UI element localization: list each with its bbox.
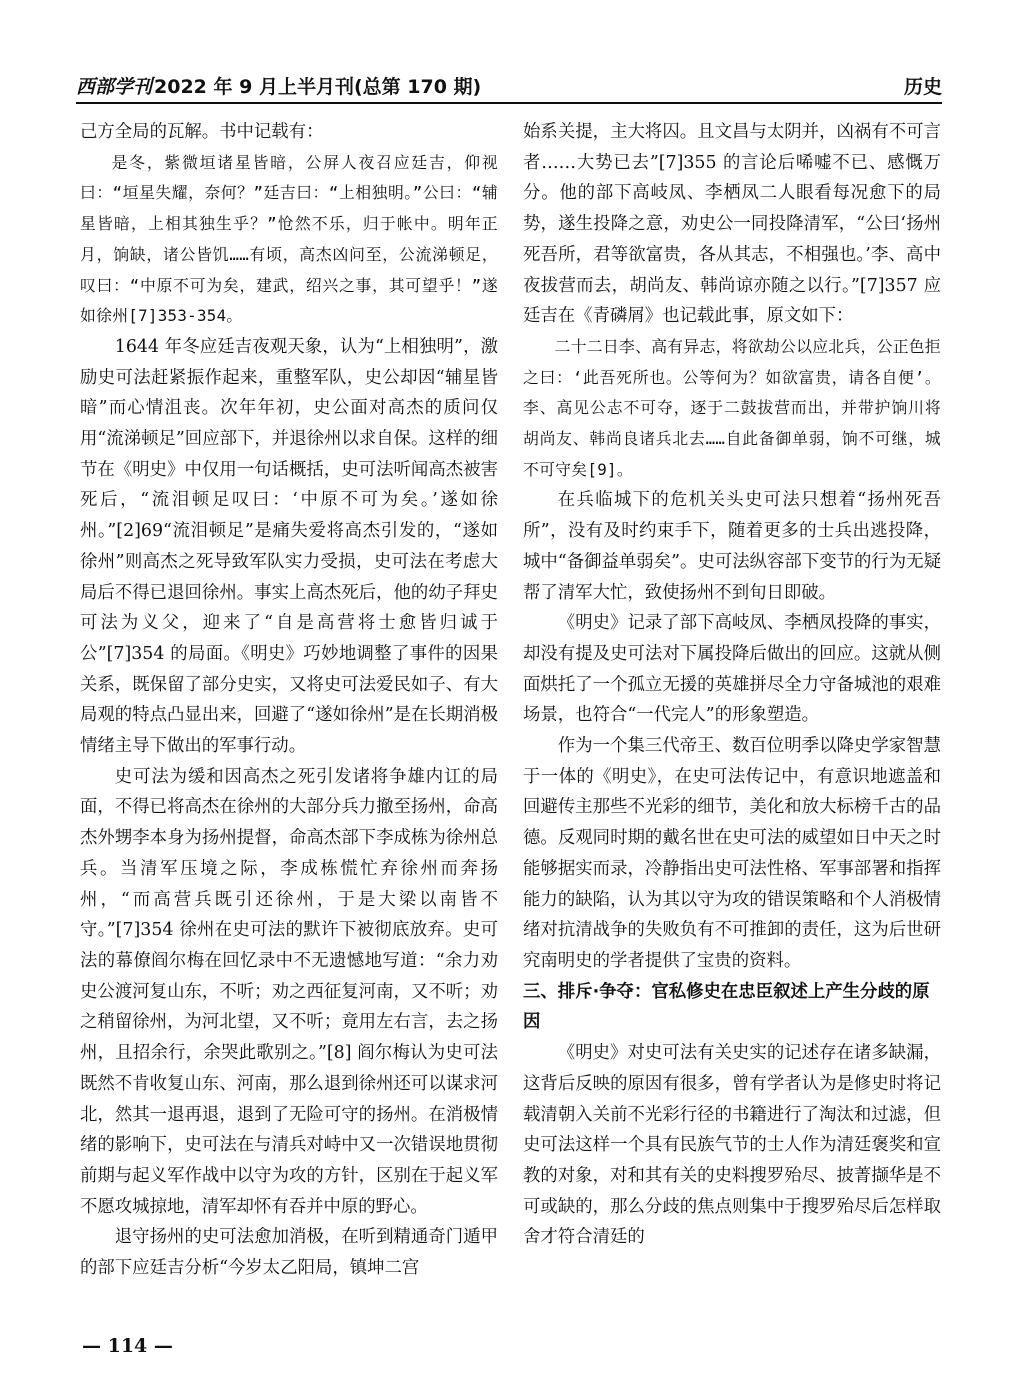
block-quote: 二十二日李、高有异志，将欲劫公以应北兵，公正色拒之曰：‘此吾死所也。公等何为？如欲富贵，请各自便’。李、高见公志不可夺，逐于二鼓拔营而出，并带护饷川将胡尚友、韩尚良诸兵北去……自此备御单弱，饷不可继，城不可守矣[9]。 xyxy=(523,336,941,479)
paragraph: 1644 年冬应廷吉夜观天象，认为“上相独明”，激励史可法赶紧振作起来，重整军队，史公却因“辅星皆暗”而心情沮丧。次年年初，史公面对高杰的质问仅用“流涕顿足”回应部下，并退徐州以求自保。这样的细节在《明史》中仅用一句话概括，史可法听闻高杰被害死后，“流泪顿足叹曰：‘中原不可为矣。’遂如徐州。”[2]69“流泪顿足”是痛失爱将高杰引发的，“遂如徐州”则高杰之死导致军队实力受损，史可法在考虑大局后不得已退回徐州。事实上高杰死后，他的幼子拜史可法为义父，迎来了“自是高营将士愈皆归诚于公”[7]354 的局面。《明史》巧妙地调整了事件的因果关系，既保留了部分史实，又将史可法爱民如子、有大局观的特点凸显出来，回避了“遂如徐州”是在长期消极情绪主导下做出的军事行动。 xyxy=(80,336,498,757)
right-column xyxy=(523,117,941,1327)
paragraph: 退守扬州的史可法愈加消极，在听到精通奇门遁甲的部下应廷吉分析“今岁太乙阳局，镇坤二宫 xyxy=(80,1227,498,1279)
paragraph: 始系关提，主大将囚。且文昌与太阴并，凶祸有不可言者……大势已去”[7]355 的言论后唏嘘不已、感慨万分。他的部下高岐凤、李栖凤二人眼看每况愈下的局势，遂生投降之意，劝史公一同投降清军，“公曰‘扬州死吾所，君等欲富贵，各从其志，不相强也。’李、高中夜拔营而去，胡尚友、韩尚谅亦随之以行。”[7]357 应廷吉在《青磷屑》也记载此事，原文如下： xyxy=(523,122,941,327)
journal-title xyxy=(76,72,481,99)
left-column xyxy=(80,117,498,1327)
paragraph: 己方全局的瓦解。书中记载有： xyxy=(80,122,324,142)
journal-logo: 西部学刊 xyxy=(76,76,153,98)
paragraph: 在兵临城下的危机关头史可法只想着“扬州死吾所”，没有及时约束手下，随着更多的士兵出逃投降，城中“备御益单弱矣”。史可法纵容部下变节的行为无疑帮了清军大忙，致使扬州不到旬日即破。 xyxy=(523,490,941,603)
section-label: 历史 xyxy=(903,76,942,98)
paragraph: 《明史》对史可法有关史实的记述存在诸多缺漏，这背后反映的原因有很多，曾有学者认为是修史时将记载清朝入关前不光彩行径的书籍进行了淘汰和过滤，但史可法这样一个具有民族气节的士人作为清廷褒奖和宣教的对象，对和其有关的史料搜罗殆尽、披菁撷华是不可或缺的，那么分歧的焦点则集中于搜罗殆尽后怎样取舍才符合清廷的 xyxy=(523,1043,941,1248)
section-heading: 三、排斥·争夺：官私修史在忠臣叙述上产生分歧的原因 xyxy=(523,981,930,1033)
page-header xyxy=(76,66,942,104)
page-number: — 114 — xyxy=(82,1335,173,1357)
paragraph: 史可法为缓和因高杰之死引发诸将争雄内讧的局面，不得已将高杰在徐州的大部分兵力撤至扬州，命高杰外甥李本身为扬州提督，命高杰部下李成栋为徐州总兵。当清军压境之际，李成栋慌忙弃徐州而奔扬州，“而高营兵既引还徐州，于是大梁以南皆不守。”[7]354 徐州在史可法的默许下被彻底放弃。史可法的幕僚阎尔梅在回忆录中不无遗憾地写道：“余力劝史公渡河复山东，不听；劝之西征复河南，又不听；劝之稍留徐州，为河北望，又不听；竟用左右言，去之扬州，且招余行，余哭此歌别之。”[8] 阎尔梅认为史可法既然不肯收复山东、河南，那么退到徐州还可以谋求河北，然其一退再退，退到了无险可守的扬州。在消极情绪的影响下，史可法在与清兵对峙中又一次错误地贯彻前期与起义军作战中以守为攻的方针，区别在于起义军不愿攻城掠地，清军却怀有吞并中原的野心。 xyxy=(80,766,498,1217)
journal-issue: 2022 年 9 月上半月刊(总第 170 期) xyxy=(154,76,482,98)
paragraph: 《明史》记录了部下高岐凤、李栖凤投降的事实，却没有提及史可法对下属投降后做出的回应。这就从侧面烘托了一个孤立无援的英雄拼尽全力守备城池的艰难场景，也符合“一代完人”的形象塑造。 xyxy=(523,613,941,726)
paragraph: 作为一个集三代帝王、数百位明季以降史学家智慧于一体的《明史》，在史可法传记中，有意识地遮盖和回避传主那些不光彩的细节，美化和放大标榜千古的品德。反观同时期的戴名世在史可法的威望如日中天之时能够据实而录，冷静指出史可法性格、军事部署和指挥能力的缺陷，认为其以守为攻的错误策略和个人消极情绪对抗清战争的失败负有不可推卸的责任，这为后世研究南明史的学者提供了宝贵的资料。 xyxy=(523,736,941,971)
block-quote: 是冬，紫微垣诸星皆暗，公屏人夜召应廷吉，仰视曰：“垣星失耀，奈何？”廷吉曰：“上相独明。”公曰：“辅星皆暗，上相其独生乎？”怆然不乐，归于帐中。明年正月，饷缺，诸公皆饥……有顷，高杰凶问至，公流涕顿足，叹曰：“中原不可为矣，建武，绍兴之事，其可望乎！”遂如徐州[7]353-354。 xyxy=(80,152,498,326)
